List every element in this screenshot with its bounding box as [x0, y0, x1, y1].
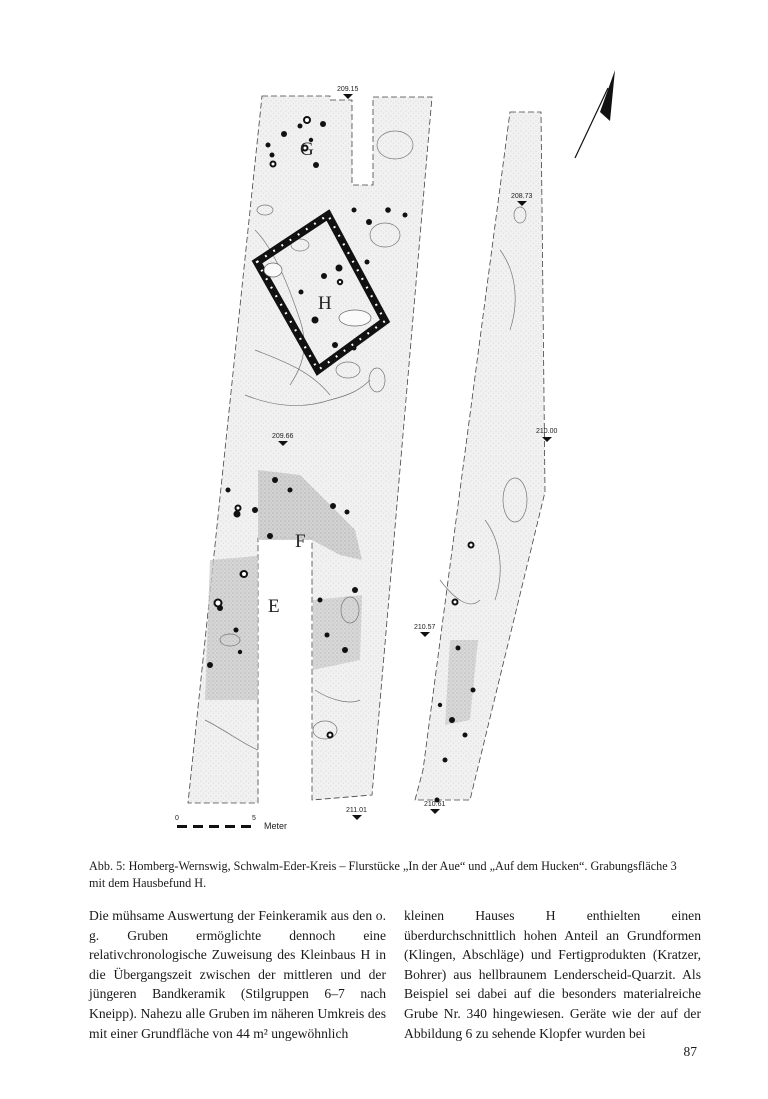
scale-label-five: 5: [252, 815, 256, 822]
area-label-g: G: [300, 139, 314, 160]
figure-caption: Abb. 5: Homberg-Wernswig, Schwalm-Eder-Kreis – Flurstücke „In der Aue“ und „Auf dem Hucken“. Grabungsfläche 3 mit dem Hausbefund H.: [89, 859, 677, 890]
excavation-area-east: [415, 112, 545, 800]
north-arrow-icon: [575, 70, 615, 158]
elevation-label-209-15: 209.15: [337, 86, 359, 93]
elevation-label-208-73: 208.73: [511, 193, 533, 200]
scale-bar: [175, 815, 287, 831]
body-text-right-column: kleinen Hauses H enthielten einen überdurchschnittlich hohen Anteil an Grundformen (Klingen, Abschläge) und Fertigprodukten (Kratzer, Bohrer) aus hellbraunem Lenderscheid-Quarzit. Als Beispiel sei dabei auf die besonders materialreiche Grube Nr. 340 hingewiesen. Geräte wie der auf der Abbildung 6 zu sehende Klopfer wurden bei: [404, 908, 701, 1041]
scale-unit-label: Meter: [264, 821, 288, 831]
area-label-h: H: [318, 293, 332, 314]
area-label-e: E: [268, 596, 280, 617]
elevation-label-209-66: 209.66: [272, 433, 294, 440]
elevation-label-210-00: 210.00: [536, 428, 558, 435]
page-number: 87: [683, 1044, 697, 1059]
area-label-f: F: [295, 531, 306, 552]
dark-zone-e: [205, 556, 258, 700]
elevation-label-210-61: 210.61: [424, 801, 446, 808]
dark-zone-south: [313, 595, 362, 670]
elevation-label-211-01: 211.01: [346, 807, 367, 814]
body-text-left-column: Die mühsame Auswertung der Feinkeramik aus den o. g. Gruben ermöglichte dennoch eine relativchronologische Zuweisung des Kleinbaus H in die Übergangszeit zwischen der mittleren und der jüngeren Bandkeramik (Stilgruppen 6–7 nach Kneipp). Nahezu alle Gruben im näheren Umkreis des mit einer Grundfläche von 44 m² ungewöhnlich: [89, 908, 386, 1041]
elevation-label-210-57: 210.57: [414, 624, 436, 631]
scale-label-zero: 0: [175, 815, 179, 822]
